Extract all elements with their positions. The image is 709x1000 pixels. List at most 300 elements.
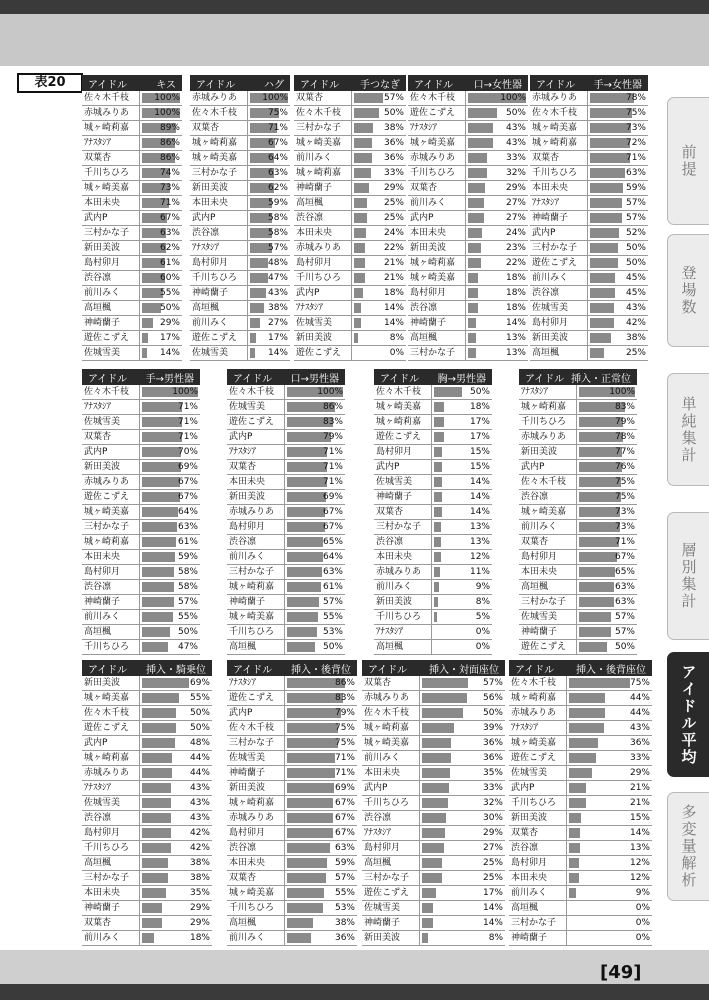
value-cell [588,256,648,270]
percent-bar [434,477,442,487]
value-cell [466,226,528,240]
idol-name: 赤城みりあ [82,766,140,780]
percent-bar [434,492,442,502]
column-header-idol: アイドル [88,79,128,91]
percent-bar [287,798,333,808]
percent-bar [569,873,579,883]
value-cell [285,625,345,639]
top-dark-band [0,0,709,14]
percent-bar [579,537,619,547]
percent-label: 43% [625,303,646,313]
idol-name: 佐々木千枝 [82,385,140,399]
value-cell [285,640,345,654]
percent-label: 55% [322,612,343,622]
table-row [509,781,652,796]
percent-label: 14% [159,348,180,358]
percent-bar [142,447,181,457]
idol-name: 三村かな子 [374,520,432,534]
percent-bar [468,183,485,193]
idol-name: 本田未央 [294,226,352,240]
table-header [374,369,492,385]
percent-label: 32% [505,168,526,178]
table-row [408,211,528,226]
value-cell [588,316,648,330]
percent-label: 71% [614,537,635,547]
table-row [82,211,182,226]
value-cell [248,211,290,225]
percent-label: 58% [177,567,198,577]
table-row [82,826,212,841]
value-cell [567,676,652,690]
table-row [82,286,182,301]
idol-name: 神崎蘭子 [82,595,140,609]
percent-bar [287,813,333,823]
table-row [227,505,345,520]
percent-label: 73% [159,183,180,193]
table-row [82,316,182,331]
idol-name: 双葉杏 [82,151,140,165]
table-row [362,766,505,781]
idol-name: 本田未央 [374,550,432,564]
value-cell [140,196,182,210]
percent-bar [468,153,487,163]
table-row [294,181,406,196]
idol-name: 赤城みりあ [408,151,466,165]
percent-bar [142,723,176,733]
table-row [509,736,652,751]
value-cell [466,331,528,345]
column-header-idol: アイドル [525,373,565,385]
table-row [408,166,528,181]
idol-name: 武内P [294,286,352,300]
table-row [519,520,637,535]
value-cell [285,550,345,564]
idol-name: 本田未央 [362,766,420,780]
percent-label: 60% [159,273,180,283]
percent-bar [142,582,174,592]
percent-bar [590,138,630,148]
value-cell [285,706,357,720]
value-cell [420,856,505,870]
table-row [82,91,182,106]
percent-label: 21% [383,258,404,268]
percent-label: 29% [629,768,650,778]
table-header [227,369,345,385]
percent-label: 61% [159,258,180,268]
percent-bar [422,693,467,703]
table-row [374,625,492,640]
percent-label: 18% [505,273,526,283]
percent-bar [579,612,611,622]
percent-label: 29% [189,903,210,913]
idol-name: 三村かな子 [82,871,140,885]
value-cell [352,241,406,255]
table-row [530,121,648,136]
percent-label: 57% [614,612,635,622]
percent-label: 50% [189,723,210,733]
percent-bar [250,333,256,343]
percent-bar [142,537,176,547]
percent-label: 33% [482,783,503,793]
percent-label: 18% [505,303,526,313]
percent-bar [287,768,335,778]
percent-label: 17% [482,888,503,898]
idol-name: 神崎蘭子 [227,766,285,780]
percent-label: 21% [629,783,650,793]
side-tab[interactable]: アイドル平均 [667,652,709,777]
percent-bar [579,552,617,562]
table-row [519,595,637,610]
value-cell [567,721,652,735]
table-row [509,841,652,856]
table-row [374,460,492,475]
percent-label: 64% [267,153,288,163]
value-cell [432,580,492,594]
table-row [509,706,652,721]
percent-label: 14% [469,477,490,487]
table-row [227,901,357,916]
idol-name: 千川ちひろ [519,415,577,429]
value-cell [140,301,182,315]
percent-bar [434,462,442,472]
value-cell [140,841,212,855]
idol-name: 高垣楓 [82,625,140,639]
table-row [509,811,652,826]
value-cell [140,736,212,750]
idol-name: 本田未央 [227,856,285,870]
idol-name: 城ヶ崎莉嘉 [519,400,577,414]
value-cell [567,706,652,720]
table-row [374,445,492,460]
value-cell [140,460,200,474]
value-cell [420,811,505,825]
percent-label: 67% [159,213,180,223]
idol-name: 島村卯月 [530,316,588,330]
table-row [190,121,290,136]
percent-bar [569,798,586,808]
table-row [227,691,357,706]
percent-label: 75% [334,723,355,733]
table-row [190,211,290,226]
idol-name: 遊佐こずえ [227,415,285,429]
value-cell [466,301,528,315]
table-row [519,475,637,490]
table-row [374,490,492,505]
idol-name: 城ヶ崎美嘉 [82,505,140,519]
value-cell [432,445,492,459]
percent-label: 67% [334,813,355,823]
value-cell [466,241,528,255]
percent-label: 79% [334,708,355,718]
table-row [509,691,652,706]
value-cell [577,505,637,519]
value-cell [352,166,406,180]
value-cell [285,610,345,624]
value-cell [567,916,652,930]
percent-label: 22% [505,258,526,268]
table-row [530,286,648,301]
value-cell [285,901,357,915]
percent-label: 43% [629,723,650,733]
percent-bar [569,693,605,703]
percent-label: 15% [469,462,490,472]
table-header [82,660,212,676]
idol-name: 島村卯月 [82,826,140,840]
percent-label: 29% [505,183,526,193]
percent-bar [590,228,619,238]
percent-bar [250,258,268,268]
percent-label: 14% [482,903,503,913]
percent-bar [468,123,493,133]
table-row [82,550,200,565]
percent-label: 86% [322,402,343,412]
percent-label: 14% [469,507,490,517]
idol-name: 城ヶ崎莉嘉 [227,796,285,810]
value-cell [588,151,648,165]
table-row [82,886,212,901]
value-cell [140,751,212,765]
value-cell [140,610,200,624]
table-row [82,106,182,121]
value-cell [285,430,345,444]
idol-name: 神崎蘭子 [82,316,140,330]
percent-label: 58% [177,582,198,592]
percent-label: 57% [177,597,198,607]
idol-name: 本田未央 [509,871,567,885]
column-header-title: 手→男性器 [145,373,194,385]
value-cell [577,430,637,444]
value-cell [285,535,345,549]
percent-label: 12% [629,858,650,868]
table-row [530,211,648,226]
idol-name: 赤城みりあ [82,106,140,120]
table-row [82,121,182,136]
value-cell [248,316,290,330]
percent-label: 63% [625,168,646,178]
value-cell [432,415,492,429]
table-row [374,595,492,610]
table-row [530,241,648,256]
table-row [530,316,648,331]
table-row [190,166,290,181]
percent-label: 63% [177,522,198,532]
idol-name: 城ヶ崎莉嘉 [374,415,432,429]
idol-name: ｱﾅｽﾀｼｱ [362,826,420,840]
table-row [227,625,345,640]
value-cell [420,766,505,780]
value-cell [285,811,357,825]
percent-label: 65% [614,567,635,577]
table-row [362,811,505,826]
percent-label: 9% [635,888,650,898]
table-row [408,226,528,241]
idol-name: 前川みく [227,931,285,945]
table-row [519,625,637,640]
percent-label: 25% [383,198,404,208]
idol-name: 神崎蘭子 [374,490,432,504]
table-row [362,826,505,841]
table-row [362,676,505,691]
table-row [82,841,212,856]
percent-label: 59% [177,552,198,562]
value-cell [577,385,637,399]
percent-label: 15% [469,447,490,457]
percent-label: 75% [334,738,355,748]
percent-bar [569,708,605,718]
idol-name: 佐々木千枝 [374,385,432,399]
table-row [362,871,505,886]
idol-name: 新田美波 [509,811,567,825]
percent-label: 14% [383,303,404,313]
idol-name: 神崎蘭子 [82,901,140,915]
percent-label: 79% [322,432,343,442]
percent-label: 50% [614,642,635,652]
value-cell [420,901,505,915]
table-row [82,796,212,811]
percent-bar [142,918,162,928]
table-row [82,535,200,550]
percent-label: 75% [629,678,650,688]
idol-name: 武内P [227,430,285,444]
idol-name: ｱﾅｽﾀｼｱ [227,445,285,459]
table-row [82,625,200,640]
table-row [530,136,648,151]
percent-bar [287,507,325,517]
percent-label: 83% [614,402,635,412]
idol-name: 遊佐こずえ [408,106,466,120]
table-row [294,151,406,166]
side-tab[interactable]: 前提 [667,97,709,225]
table-row [227,445,345,460]
table-row [82,415,200,430]
value-cell [432,385,492,399]
percent-bar [354,153,372,163]
table-row [294,316,406,331]
percent-label: 44% [629,693,650,703]
table-row [82,721,212,736]
percent-label: 67% [322,507,343,517]
idol-name: 城ヶ崎美嘉 [82,181,140,195]
table-row [82,565,200,580]
percent-label: 83% [334,693,355,703]
idol-name: 遊佐こずえ [190,331,248,345]
idol-name: 神崎蘭子 [509,931,567,945]
percent-label: 25% [625,348,646,358]
percent-label: 57% [482,678,503,688]
percent-label: 29% [383,183,404,193]
idol-name: 赤城みりあ [294,241,352,255]
table-row [408,136,528,151]
value-cell [577,610,637,624]
value-cell [577,640,637,654]
percent-bar [142,888,166,898]
idol-name: ｱﾅｽﾀｼｱ [227,676,285,690]
percent-bar [579,642,607,652]
idol-name: 高垣楓 [374,640,432,654]
percent-label: 79% [614,417,635,427]
column-header-idol: アイドル [536,79,576,91]
table-row [227,475,345,490]
percent-label: 73% [614,507,635,517]
idol-name: 高垣楓 [530,346,588,360]
percent-bar [287,612,318,622]
percent-bar [287,873,326,883]
percent-bar [142,552,175,562]
idol-name: ｱﾅｽﾀｼｱ [82,781,140,795]
percent-label: 44% [189,768,210,778]
value-cell [567,901,652,915]
percent-bar [354,108,379,118]
idol-name: 武内P [82,736,140,750]
percent-label: 29% [159,318,180,328]
percent-bar [468,333,476,343]
side-tab[interactable]: 層別集計 [667,512,709,640]
table-row [190,181,290,196]
percent-label: 42% [625,318,646,328]
percent-label: 0% [475,627,490,637]
table-row [374,475,492,490]
percent-bar [422,873,442,883]
value-cell [588,91,648,105]
side-tab[interactable]: 単純集計 [667,373,709,486]
percent-bar [142,612,173,622]
percent-label: 65% [322,537,343,547]
idol-name: 三村かな子 [509,916,567,930]
idol-name: 高垣楓 [190,301,248,315]
percent-label: 69% [177,462,198,472]
column-header-idol: アイドル [196,79,236,91]
idol-name: 本田未央 [82,550,140,564]
percent-label: 53% [322,627,343,637]
value-cell [577,580,637,594]
percent-bar [569,813,581,823]
idol-name: 遊佐こずえ [82,331,140,345]
idol-name: 渋谷凛 [227,841,285,855]
value-cell [588,271,648,285]
percent-bar [354,288,363,298]
percent-bar [354,183,369,193]
percent-label: 36% [482,738,503,748]
value-cell [466,316,528,330]
side-tab[interactable]: 多変量解析 [667,792,709,901]
idol-name: 赤城みりあ [82,475,140,489]
table-row [374,430,492,445]
value-cell [140,331,182,345]
table-label: 表20 [17,73,83,93]
table-row [519,460,637,475]
side-tab[interactable]: 登場数 [667,234,709,347]
table-row [408,151,528,166]
value-cell [567,736,652,750]
value-cell [248,241,290,255]
percent-bar [287,738,338,748]
value-cell [432,550,492,564]
idol-name: 佐城雪美 [82,346,140,360]
value-cell [420,871,505,885]
idol-name: 新田美波 [374,595,432,609]
percent-bar [590,213,622,223]
idol-name: 新田美波 [362,931,420,945]
value-cell [588,181,648,195]
table-row [374,565,492,580]
table-row [530,256,648,271]
idol-name: 千川ちひろ [530,166,588,180]
percent-label: 30% [482,813,503,823]
idol-name: 佐々木千枝 [362,706,420,720]
percent-label: 17% [159,333,180,343]
idol-name: 遊佐こずえ [82,490,140,504]
percent-bar [142,813,171,823]
